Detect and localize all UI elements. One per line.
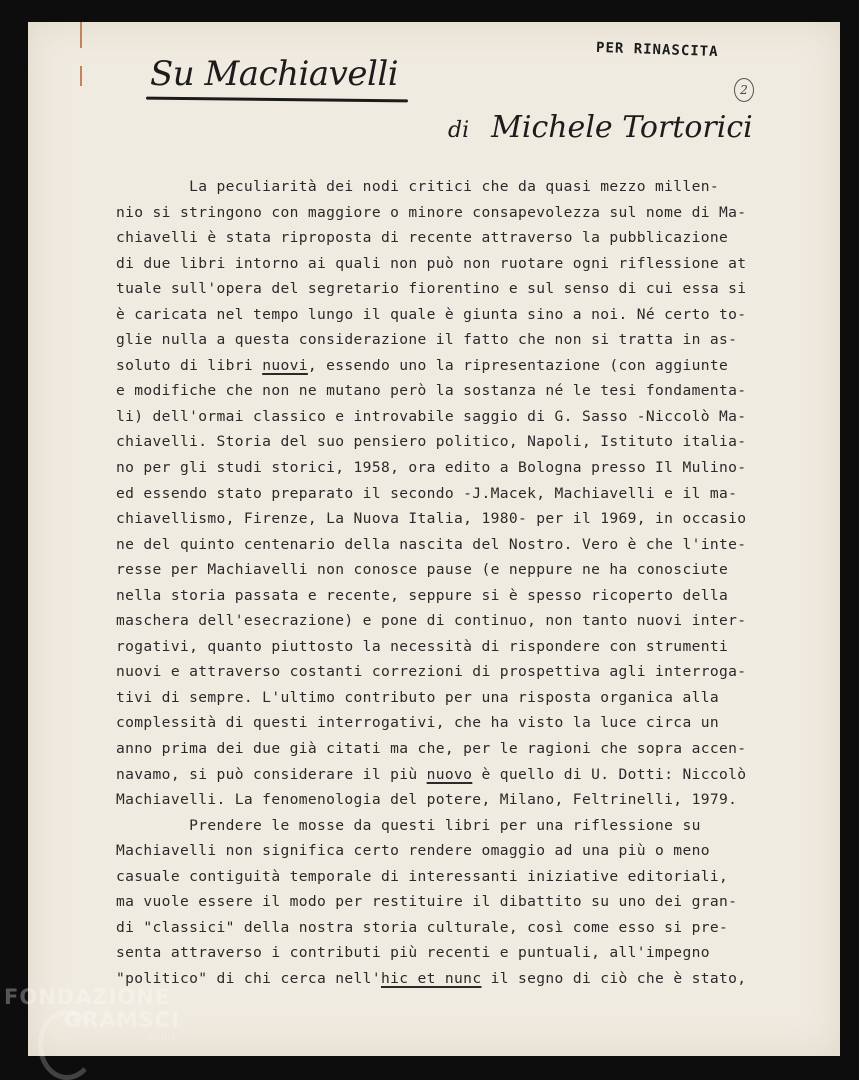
title-underline: [146, 97, 408, 103]
text-line: chiavelli è stata riproposta di recente attraverso la pubblicazione: [116, 229, 729, 247]
watermark: [4, 986, 180, 1044]
text-line: casuale contiguità temporale di interessanti iniziative editoriali,: [116, 867, 729, 885]
text-line: è caricata nel tempo lungo il quale è giunta sino a noi. Né certo to-: [116, 305, 747, 323]
handwritten-title: Su Machiavelli: [150, 54, 399, 94]
text-line: tuale sull'opera del segretario fiorentino e sul senso di cui essa si: [116, 280, 747, 298]
author-byline: [448, 110, 753, 145]
text-line: li) dell'ormai classico e introvabile saggio di G. Sasso -Niccolò Ma-: [116, 407, 747, 425]
margin-mark: [80, 22, 82, 48]
text-line: e modifiche che non ne mutano però la sostanza né le tesi fondamenta-: [116, 382, 747, 400]
text-line: di due libri intorno ai quali non può non ruotare ogni riflessione at: [116, 254, 747, 272]
margin-note: PER RINASCITA: [595, 39, 719, 61]
text-line: ma vuole essere il modo per restituire il dibattito su uno dei gran-: [116, 893, 738, 911]
text-line: no per gli studi storici, 1958, ora edito a Bologna presso Il Mulino-: [116, 459, 747, 477]
underlined-word: hic et nunc: [380, 969, 482, 987]
document-page: [28, 22, 840, 1056]
text-line: nella storia passata e recente, seppure si è spesso ricoperto della: [116, 586, 729, 604]
underlined-word: nuovo: [426, 765, 473, 783]
text-line: Machiavelli non significa certo rendere omaggio ad una più o meno: [116, 842, 710, 860]
text-line: glie nulla a questa considerazione il fatto che non si tratta in as-: [116, 331, 738, 349]
margin-mark: [80, 66, 82, 86]
text-line: La peculiarità dei nodi critici che da quasi mezzo millen-: [116, 178, 719, 195]
text-line: di "classici" della nostra storia culturale, così come esso si pre-: [116, 918, 729, 936]
text-line: tivi di sempre. L'ultimo contributo per una risposta organica alla: [116, 688, 719, 706]
text-line: resse per Machiavelli non conosce pause (e neppure ne ha conosciute: [116, 561, 729, 579]
text-line: soluto di libri nuovi, essendo uno la ripresentazione (con aggiunte: [116, 356, 729, 374]
typewritten-body: [116, 174, 816, 992]
page-number: 2: [734, 78, 754, 102]
watermark-line-3: onlus: [149, 1033, 176, 1043]
text-line: maschera dell'esecrazione) e pone di continuo, non tanto nuovi inter-: [116, 612, 747, 630]
watermark-line-2: GRAMSCI: [64, 1008, 180, 1032]
text-line: ne del quinto centenario della nascita del Nostro. Vero è che l'inte-: [116, 535, 747, 553]
text-line: Machiavelli. La fenomenologia del potere, Milano, Feltrinelli, 1979.: [116, 791, 738, 809]
text-line: complessità di questi interrogativi, che ha visto la luce circa un: [116, 714, 719, 732]
underlined-word: nuovi: [262, 356, 308, 374]
watermark-line-1: FONDAZIONE: [4, 985, 171, 1009]
text-line: "politico" di chi cerca nell'hic et nunc il segno di ciò che è stato,: [116, 969, 747, 987]
text-line: nio si stringono con maggiore o minore consapevolezza sul nome di Ma-: [116, 203, 747, 221]
text-line: ed essendo stato preparato il secondo -J.Macek, Machiavelli e il ma-: [116, 484, 738, 502]
text-line: chiavelli. Storia del suo pensiero politico, Napoli, Istituto italia-: [116, 433, 747, 451]
text-line: chiavellismo, Firenze, La Nuova Italia, 1980- per il 1969, in occasio: [116, 510, 747, 528]
text-line: anno prima dei due già citati ma che, per le ragioni che sopra accen-: [116, 740, 747, 758]
byline-prefix: di: [448, 118, 470, 143]
text-line: senta attraverso i contributi più recenti e puntuali, all'impegno: [116, 944, 710, 962]
author-name: Michele Tortorici: [491, 110, 753, 145]
text-line: Prendere le mosse da questi libri per una riflessione su: [116, 816, 701, 834]
text-line: navamo, si può considerare il più nuovo è quello di U. Dotti: Niccolò: [116, 765, 747, 783]
text-line: nuovi e attraverso costanti correzioni di prospettiva agli interroga-: [116, 663, 747, 681]
text-line: rogativi, quanto piuttosto la necessità di rispondere con strumenti: [116, 637, 729, 655]
